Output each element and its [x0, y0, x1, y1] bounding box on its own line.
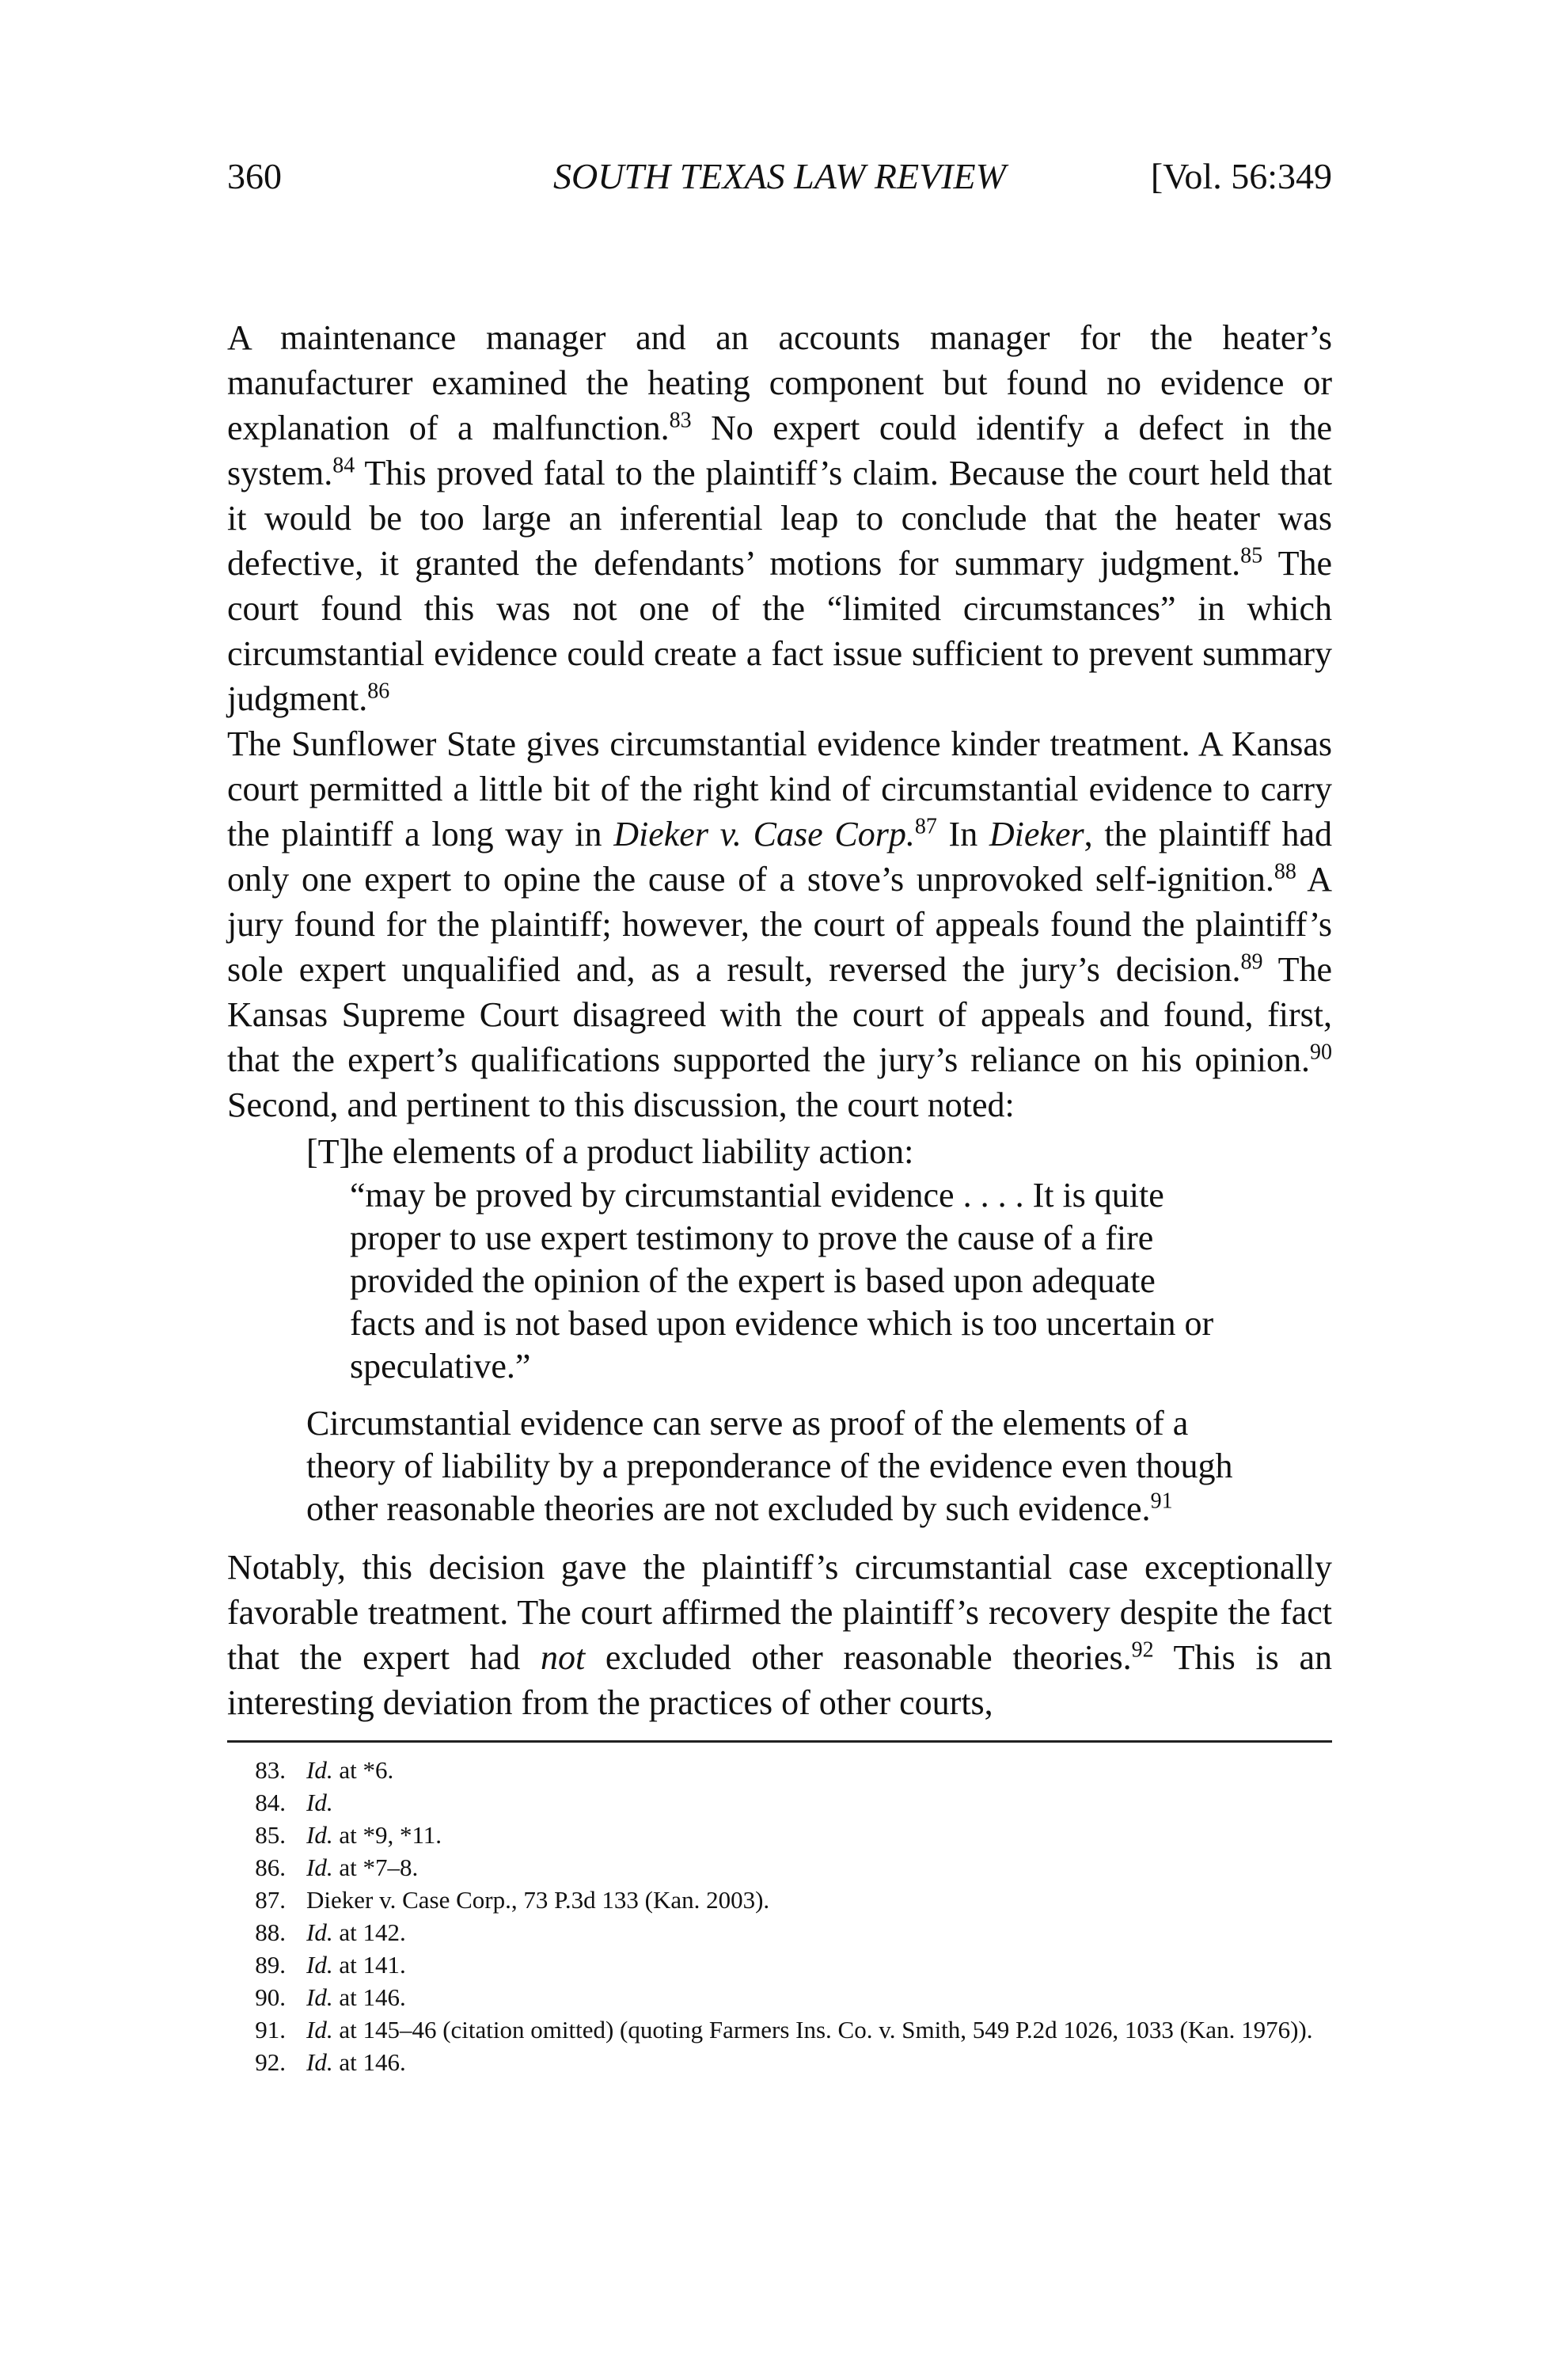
- footnote-number: 86.: [255, 1853, 286, 1881]
- footnote: [227, 2013, 1332, 2046]
- footnote-citation: at 145–46 (citation omitted) (quoting Farmers Ins. Co. v. Smith, 549 P.2d 1026, 1033 (Kan. 1976)).: [332, 2016, 1313, 2044]
- text-run: A maintenance manager and an accounts manager for the heater’s manufacturer examined the heating component but found no evidence or explanation of a malfunction.: [227, 318, 1332, 447]
- text-run: , the plaintiff had only one expert to opine the cause of a stove’s unprovoked self-ignition.: [227, 815, 1332, 899]
- footnote-text: [306, 2046, 1332, 2078]
- case-short-name: Dieker: [989, 815, 1084, 854]
- footnote-text: [306, 2013, 1332, 2046]
- footnote-number: 85.: [255, 1821, 286, 1849]
- paragraph-2: [227, 721, 1332, 1127]
- footnote-ref-84: 84: [332, 453, 355, 478]
- volume-citation: [Vol. 56:349: [1150, 156, 1332, 196]
- footnote-text: [306, 1786, 1332, 1819]
- text-run: Second, and pertinent to this discussion, the court noted:: [227, 1085, 1015, 1124]
- running-header: [227, 155, 1332, 203]
- paragraph-1: [227, 315, 1332, 721]
- footnote-ref-91: 91: [1150, 1488, 1173, 1514]
- quote-lead: [T]he elements of a product liability action:: [306, 1132, 914, 1171]
- footnote-ref-83: 83: [669, 408, 692, 433]
- footnote-number: 90.: [255, 1983, 286, 2011]
- footnote-citation: at 146.: [332, 2048, 406, 2076]
- footnote-ref-86: 86: [367, 679, 390, 704]
- emphasis-not: not: [540, 1638, 586, 1677]
- id-signal: Id.: [306, 1951, 333, 1979]
- footnote-ref-87: 87: [914, 814, 937, 839]
- footnote-text: [306, 1884, 1332, 1916]
- body-text: [227, 315, 1332, 1725]
- footnote-ref-92: 92: [1131, 1637, 1154, 1663]
- footnote: [227, 1819, 1332, 1851]
- id-signal: Id.: [306, 1853, 333, 1881]
- text-run: excluded other reasonable theories.: [585, 1638, 1132, 1677]
- footnote-citation: at 142.: [332, 1918, 406, 1946]
- footnote-ref-90: 90: [1310, 1040, 1332, 1065]
- journal-title: SOUTH TEXAS LAW REVIEW: [553, 156, 1006, 196]
- footnote-citation: Dieker v. Case Corp., 73 P.3d 133 (Kan. 2003).: [306, 1886, 770, 1914]
- text-run: This is an interesting deviation from the practices of other courts,: [227, 1638, 1333, 1722]
- paragraph-3: [227, 1545, 1332, 1725]
- footnote-number: 88.: [255, 1918, 286, 1946]
- footnote-number: 89.: [255, 1951, 286, 1979]
- id-signal: Id.: [306, 1821, 333, 1849]
- footnote-divider: [227, 1740, 1332, 1743]
- footnote-ref-89: 89: [1240, 949, 1263, 975]
- footnote-text: [306, 1916, 1332, 1948]
- footnote-number: 91.: [255, 2016, 286, 2044]
- text-run: In: [936, 815, 989, 854]
- text-run: Notably, this decision gave the plaintiff’s circumstantial case exceptionally favorable treatment. The court affirmed the plaintiff’s recovery despite the fact that the expert had: [227, 1548, 1332, 1677]
- footnote: [227, 1981, 1332, 2013]
- footnote-text: [306, 1851, 1332, 1884]
- footnote: [227, 1884, 1332, 1916]
- id-signal: Id.: [306, 1983, 333, 2011]
- id-signal: Id.: [306, 1756, 333, 1784]
- case-name: Dieker v. Case Corp.: [613, 815, 915, 854]
- text-run: The Sunflower State gives circumstantial evidence kinder treatment. A Kansas court permitted a little bit of the right kind of circumstantial evidence to carry the plaintiff a long way in: [227, 724, 1332, 854]
- footnote-text: [306, 1981, 1332, 2013]
- id-signal: Id.: [306, 1789, 333, 1816]
- footnotes: [227, 1754, 1332, 2078]
- block-quote-inner: “may be proved by circumstantial evidence . . . . It is quite proper to use expert testimony to prove the cause of a fire provided the opinion of the expert is based upon adequate facts and is not based upon evidence which is too uncertain or speculative.”: [350, 1176, 1214, 1386]
- footnote: [227, 1916, 1332, 1948]
- footnote-text: [306, 1754, 1332, 1786]
- footnote-number: 83.: [255, 1756, 286, 1784]
- footnote-number: 87.: [255, 1886, 286, 1914]
- text-run: No expert could identify a defect in the system.: [227, 409, 1332, 492]
- text-run: Circumstantial evidence can serve as proof of the elements of a theory of liability by a preponderance of the evidence even though other reasonable theories are not excluded by such evidence.: [306, 1404, 1233, 1528]
- footnote: [227, 2046, 1332, 2078]
- id-signal: Id.: [306, 1918, 333, 1946]
- footnote: [227, 1754, 1332, 1786]
- text-run: A jury found for the plaintiff; however, the court of appeals found the plaintiff’s sole expert unqualified and, as a result, reversed the jury’s decision.: [227, 860, 1332, 989]
- footnote-citation: at *6.: [332, 1756, 394, 1784]
- footnote-citation: at *7–8.: [332, 1853, 419, 1881]
- footnote-citation: at *9, *11.: [332, 1821, 442, 1849]
- footnote-text: [306, 1819, 1332, 1851]
- footnote-citation: at 141.: [332, 1951, 406, 1979]
- footnote-ref-85: 85: [1240, 543, 1263, 568]
- footnote-text: [306, 1948, 1332, 1981]
- id-signal: Id.: [306, 2048, 333, 2076]
- footnote: [227, 1786, 1332, 1819]
- block-quote-after: [306, 1402, 1264, 1530]
- text-run: The court found this was not one of the “limited circumstances” in which circumstantial evidence could create a fact issue sufficient to prevent summary judgment.: [227, 544, 1332, 718]
- text-run: The Kansas Supreme Court disagreed with the court of appeals and found, first, that the expert’s qualifications supported the jury’s reliance on his opinion.: [227, 950, 1332, 1079]
- id-signal: Id.: [306, 2016, 333, 2044]
- footnote-ref-88: 88: [1274, 859, 1296, 884]
- footnote-citation: at 146.: [332, 1983, 406, 2011]
- text-run: This proved fatal to the plaintiff’s claim. Because the court held that it would be too large an inferential leap to conclude that the heater was defective, it granted the defendants’ motions for summary judgment.: [227, 454, 1332, 583]
- footnote: [227, 1851, 1332, 1884]
- footnote-number: 84.: [255, 1789, 286, 1816]
- page-number: 360: [227, 156, 282, 196]
- footnote-number: 92.: [255, 2048, 286, 2076]
- footnote: [227, 1948, 1332, 1981]
